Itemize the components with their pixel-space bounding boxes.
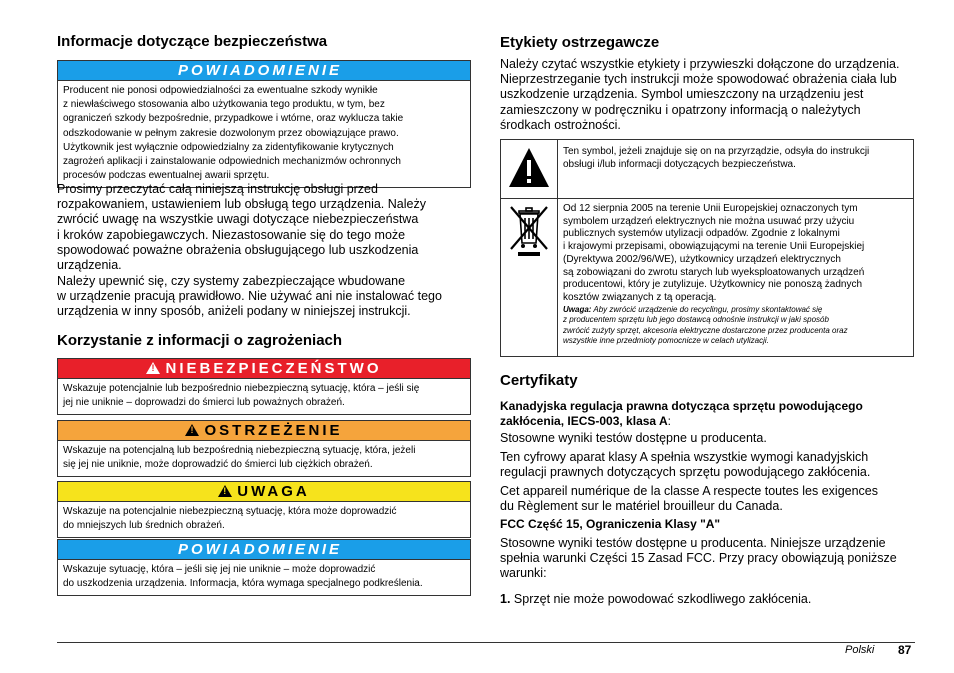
warning-line: się jej nie uniknie, może doprowadzić do śmierci lub ciężkich obrażeń.	[63, 459, 373, 471]
text-line: Należy czytać wszystkie etykiety i przywieszki dołączone do urządzenia.	[500, 57, 900, 71]
notice-line: ograniczeń szkody bezpośrednie, przypadkowe i wtórne, oraz wyklucza takie	[63, 113, 404, 125]
cert-paragraph	[500, 450, 914, 480]
text-line: w urządzenie pracują prawidłowo. Nie używać ani nie instalować tego	[57, 289, 442, 304]
canada-regulation-heading	[500, 399, 914, 429]
note-line: zwrócić zużyty sprzęt, akcesoria elektryczne dostarczone przez producenta oraz	[563, 325, 848, 335]
symbol-line: Od 12 sierpnia 2005 na terenie Unii Europejskiej oznaczonych tym	[563, 203, 858, 214]
notice-header: POWIADOMIENIE	[58, 540, 470, 560]
cert-paragraph: Stosowne wyniki testów dostępne u producenta.	[500, 431, 767, 445]
text-line: Należy upewnić się, czy systemy zabezpieczające wbudowane	[57, 274, 406, 288]
symbol-line: publicznych systemów utylizacji odpadów. Zgodnie z lokalnymi	[563, 228, 840, 240]
crossed-bin-icon	[501, 199, 557, 269]
notice-line: Producent nie ponosi odpowiedzialności za ewentualne szkody wynikłe	[63, 85, 378, 96]
protection-paragraph	[57, 274, 471, 320]
caution-label: UWAGA	[237, 483, 310, 500]
hazard-heading: Korzystanie z informacji o zagrożeniach	[57, 332, 343, 349]
caution-box	[57, 481, 471, 538]
colon: :	[667, 414, 671, 429]
cert-paragraph-fr	[500, 484, 914, 514]
text-line: du Règlement sur le matériel brouilleur du Canada.	[500, 499, 783, 514]
text-line: środkach ostrożności.	[500, 117, 621, 132]
caution-body	[58, 502, 470, 537]
warning-triangle-icon	[218, 485, 232, 497]
text-line: warunki:	[500, 566, 547, 581]
text-line: rozpakowaniem, ustawieniem lub obsługą tego urządzenia. Należy	[57, 197, 426, 212]
notice-line: odszkodowanie w pełnym zakresie dozwolonym przez obowiązujące prawo.	[63, 127, 399, 139]
notice-line: z niewłaściwego stosowania albo użytkowania tego produktu, w tym, bez	[63, 99, 385, 111]
safety-heading: Informacje dotyczące bezpieczeństwa	[57, 33, 328, 50]
notice-header: POWIADOMIENIE	[58, 61, 470, 81]
symbol-table	[500, 139, 914, 357]
symbol-text	[563, 203, 908, 347]
footer-language: Polski	[845, 644, 875, 656]
danger-line: jej nie uniknie – doprowadzi do śmierci lub poważnych obrażeń.	[63, 397, 345, 409]
fcc-heading: FCC Część 15, Ograniczenia Klasy "A"	[500, 517, 721, 531]
list-number: 1.	[500, 592, 511, 606]
symbol-icon-cell	[501, 199, 558, 356]
list-item	[500, 592, 914, 607]
text-line: zamieszczony w podręczniku i opatrzony informacją o należytych	[500, 102, 861, 117]
symbol-row	[501, 199, 913, 356]
danger-box	[57, 358, 471, 415]
text-line: uszkodzenie urządzenia. Symbol umieszczony na urządzeniu jest	[500, 87, 864, 102]
symbol-row	[501, 140, 913, 199]
warning-triangle-icon	[501, 140, 557, 198]
caution-line: do mniejszych lub średnich obrażeń.	[63, 520, 225, 532]
notice-line: do uszkodzenia urządzenia. Informacja, która wymaga specjalnego podkreślenia.	[63, 578, 423, 590]
text-line: Stosowne wyniki testów dostępne u producenta. Niniejsze urządzenie	[500, 536, 886, 550]
notice-line: zagrożeń aplikacji i zainstalowanie odpowiednich mechanizmów ochronnych	[63, 156, 401, 168]
symbol-icon-cell	[501, 140, 558, 198]
danger-header	[58, 359, 470, 379]
text-line: regulacji prawnych dotyczących sprzętu powodującego zakłócenia.	[500, 465, 871, 480]
text-line: Prosimy przeczytać całą niniejszą instrukcję obsługi przed	[57, 182, 378, 196]
note-line: wszystkie inne przedmioty pomocnicze w celach utylizacji.	[563, 336, 769, 346]
footer-divider	[57, 642, 915, 643]
danger-line: Wskazuje potencjalnie lub bezpośrednio niebezpieczną sytuację, która – jeśli się	[63, 383, 420, 394]
caution-line: Wskazuje na potencjalnie niebezpieczną sytuację, która może doprowadzić	[63, 506, 397, 517]
note-line: z producentem sprzętu lub jego dostawcą odnośnie instrukcji w jaki sposób	[563, 315, 829, 325]
danger-label: NIEBEZPIECZEŃSTWO	[165, 360, 382, 377]
labels-paragraph	[500, 57, 914, 133]
symbol-line: producentowi, który je zutylizuje. Użytkownicy nie ponoszą żadnych	[563, 279, 863, 291]
note-label: Uwaga:	[563, 304, 592, 314]
warning-body	[58, 441, 470, 476]
warning-triangle-icon	[185, 424, 199, 436]
certificates-heading: Certyfikaty	[500, 372, 578, 389]
warning-box	[57, 420, 471, 477]
recycling-note	[563, 305, 908, 347]
text-line: Cet appareil numérique de la classe A respecte toutes les exigences	[500, 484, 879, 498]
caution-header	[58, 482, 470, 502]
text-line: zakłócenia, IECS-003, klasa A	[500, 414, 668, 429]
symbol-line: i krajowymi przepisami, obowiązującymi na terenie Unii Europejskiej	[563, 241, 865, 253]
fcc-paragraph	[500, 536, 914, 582]
list-text: Sprzęt nie może powodować szkodliwego zakłócenia.	[513, 592, 812, 606]
page-number: 87	[898, 643, 912, 657]
warning-triangle-icon	[146, 362, 160, 374]
symbol-text	[563, 146, 908, 171]
text-line: spełnia warunki Części 15 Zasad FCC. Przy pracy obowiązują poniższe	[500, 551, 897, 566]
text-line: spowodować poważne obrażenia obsługującego lub uszkodzenia	[57, 242, 419, 257]
symbol-line: (Dyrektywa 2002/96/WE), użytkownicy urządzeń elektrycznych	[563, 253, 841, 265]
text-line: zwrócić uwagę na wszystkie uwagi dotyczące niebezpieczeństwa	[57, 212, 419, 227]
warning-line: Wskazuje na potencjalną lub bezpośrednią niebezpieczną sytuację, która, jeżeli	[63, 445, 416, 456]
text-line: Ten cyfrowy aparat klasy A spełnia wszystkie wymogi kanadyjskich	[500, 450, 869, 464]
symbol-line: Ten symbol, jeżeli znajduje się on na przyrządzie, odsyła do instrukcji	[563, 146, 870, 157]
text-line: Nieprzestrzeganie tych instrukcji może spowodować obrażenia ciała lub	[500, 72, 897, 87]
warning-label: OSTRZEŻENIE	[204, 422, 343, 439]
notice-box-2	[57, 539, 471, 596]
symbol-line: obsługi i/lub informacji dotyczących bezpieczeństwa.	[563, 158, 796, 170]
notice-body	[58, 81, 470, 187]
text-line: Kanadyjska regulacja prawna dotycząca sprzętu powodującego	[500, 399, 863, 413]
text-line: i kroków zapobiegawczych. Niezastosowanie się do tego może	[57, 227, 406, 242]
notice-body	[58, 560, 470, 595]
danger-body	[58, 379, 470, 414]
notice-line: Wskazuje sytuację, która – jeśli się jej nie uniknie – może doprowadzić	[63, 564, 376, 575]
notice-line: procesów podczas ewentualnej awarii sprzętu.	[63, 170, 270, 182]
notice-box	[57, 60, 471, 188]
warning-header	[58, 421, 470, 441]
symbol-line: są zobowiązani do zwrotu starych lub wyeksploatowanych urządzeń	[563, 266, 865, 278]
intro-paragraph	[57, 182, 471, 273]
labels-heading: Etykiety ostrzegawcze	[500, 34, 660, 51]
text-line: urządzenia w inny sposób, aniżeli podany w niniejszej instrukcji.	[57, 304, 411, 319]
text-line: urządzenia.	[57, 258, 122, 273]
symbol-line: symbolem urządzeń elektrycznych nie można usuwać przy użyciu	[563, 215, 855, 227]
symbol-line: kosztów związanych z tą operacją.	[563, 291, 717, 303]
notice-line: Użytkownik jest wyłącznie odpowiedzialny za zidentyfikowanie krytycznych	[63, 141, 394, 153]
note-line: Aby zwrócić urządzenie do recyclingu, prosimy skontaktować się	[591, 304, 823, 314]
